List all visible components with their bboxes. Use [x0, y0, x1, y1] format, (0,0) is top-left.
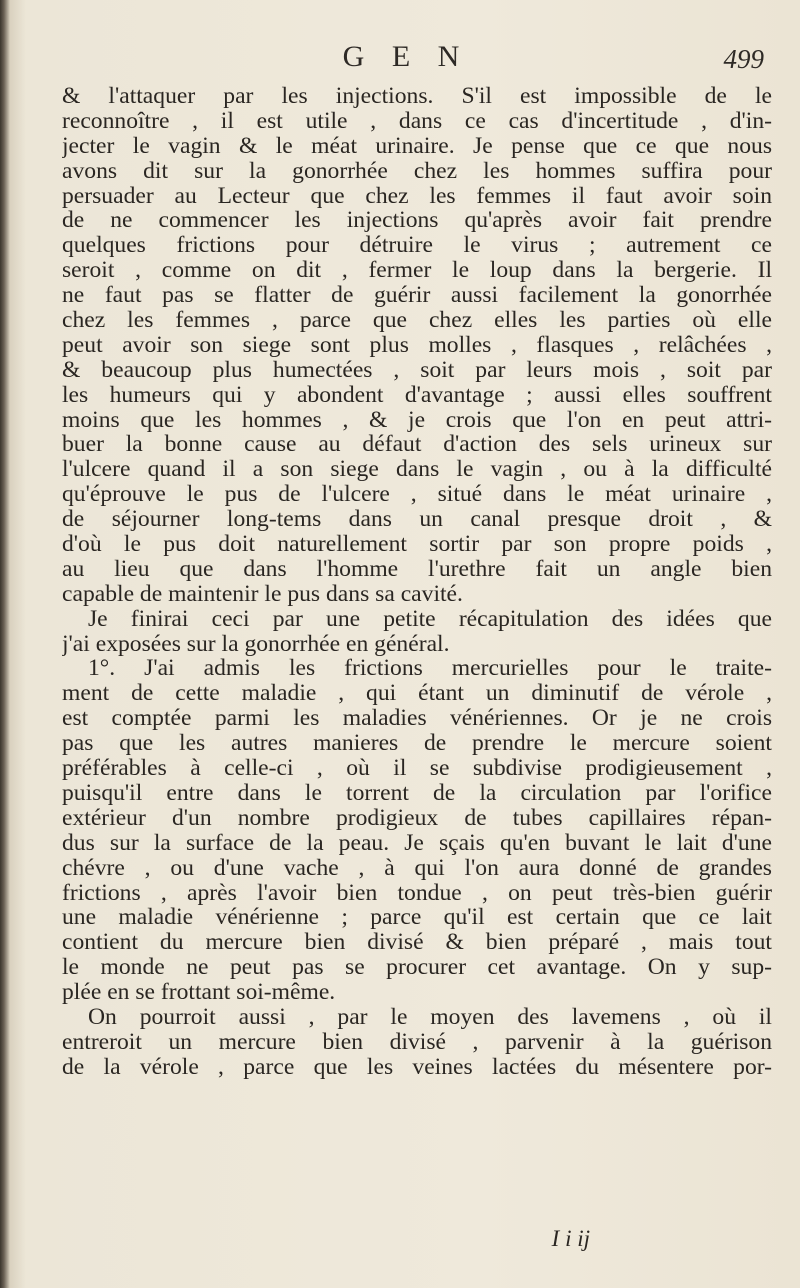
- text-line: est comptée parmi les maladies vénériennes. Or je ne crois: [62, 706, 772, 732]
- text-line: de la vérole , parce que les veines lactées du mésentere por-: [62, 1054, 772, 1080]
- text-line: On pourroit aussi , par le moyen des lavemens , où il: [88, 1004, 772, 1030]
- text-line: l'ulcere quand il a son siege dans le vagin , ou à la difficulté: [62, 457, 772, 483]
- text-line: au lieu que dans l'homme l'urethre fait un angle bien: [62, 556, 772, 582]
- text-line: plée en se frottant soi-même.: [62, 980, 336, 1005]
- running-head: G E N: [342, 40, 470, 73]
- text-line: avons dit sur la gonorrhée chez les hommes suffira pour: [62, 158, 772, 184]
- text-line: les humeurs qui y abondent d'avantage ; aussi elles souffrent: [62, 382, 772, 408]
- text-line: pas que les autres manieres de prendre le mercure soient: [62, 731, 772, 757]
- text-line: contient du mercure bien divisé & bien préparé , mais tout: [62, 930, 772, 956]
- text-line: buer la bonne cause au défaut d'action des sels urineux sur: [62, 432, 772, 458]
- page-number: 499: [723, 44, 764, 74]
- text-line: Je finirai ceci par une petite récapitulation des idées que: [88, 606, 772, 632]
- text-line: & beaucoup plus humectées , soit par leurs mois , soit par: [62, 357, 772, 383]
- text-line: chez les femmes , parce que chez elles les parties où elle: [62, 308, 772, 333]
- page-header: [40, 40, 772, 80]
- text-line: qu'éprouve le pus de l'ulcere , situé dans le méat urinaire ,: [62, 482, 772, 508]
- text-line: jecter le vagin & le méat urinaire. Je pense que ce que nous: [62, 133, 772, 159]
- text-line: quelques frictions pour détruire le virus ; autrement ce: [62, 233, 772, 259]
- text-line: persuader au Lecteur que chez les femmes il faut avoir soin: [62, 183, 772, 209]
- text-line: moins que les hommes , & je crois que l'on en peut attri-: [62, 407, 772, 433]
- text-line: préférables à celle-ci , où il se subdivise prodigieusement ,: [62, 756, 772, 781]
- text-line: & l'attaquer par les injections. S'il est impossible de le: [62, 84, 772, 109]
- text-line: ment de cette maladie , qui étant un diminutif de vérole ,: [62, 681, 772, 707]
- body-text: [62, 84, 772, 1080]
- text-line: de séjourner long-tems dans un canal presque droit , &: [62, 507, 772, 533]
- text-line: chévre , ou d'une vache , à qui l'on aura donné de grandes: [62, 855, 772, 881]
- text-line: j'ai exposées sur la gonorrhée en général.: [62, 631, 450, 657]
- text-line: reconnoître , il est utile , dans ce cas d'incertitude , d'in-: [62, 108, 772, 134]
- text-line: 1°. J'ai admis les frictions mercurielles pour le traite-: [88, 656, 772, 682]
- text-line: le monde ne peut pas se procurer cet avantage. On y sup-: [62, 955, 772, 981]
- text-line: de ne commencer les injections qu'après avoir fait prendre: [62, 208, 772, 234]
- text-line: ne faut pas se flatter de guérir aussi facilement la gonorrhée: [62, 283, 772, 309]
- text-line: capable de maintenir le pus dans sa cavité.: [62, 581, 463, 607]
- text-line: peut avoir son siege sont plus molles , flasques , relâchées ,: [62, 332, 772, 358]
- text-line: entreroit un mercure bien divisé , parvenir à la guérison: [62, 1029, 772, 1055]
- text-line: d'où le pus doit naturellement sortir par son propre poids ,: [62, 532, 772, 557]
- text-line: puisqu'il entre dans le torrent de la circulation par l'orifice: [62, 780, 772, 806]
- signature-mark: I i ij: [551, 1226, 590, 1251]
- text-line: une maladie vénérienne ; parce qu'il est certain que ce lait: [62, 905, 772, 931]
- text-line: seroit , comme on dit , fermer le loup dans la bergerie. Il: [62, 258, 772, 284]
- text-line: dus sur la surface de la peau. Je sçais qu'en buvant le lait d'une: [62, 830, 772, 856]
- text-line: extérieur d'un nombre prodigieux de tubes capillaires répan-: [62, 805, 772, 831]
- text-line: frictions , après l'avoir bien tondue , on peut très-bien guérir: [62, 880, 772, 906]
